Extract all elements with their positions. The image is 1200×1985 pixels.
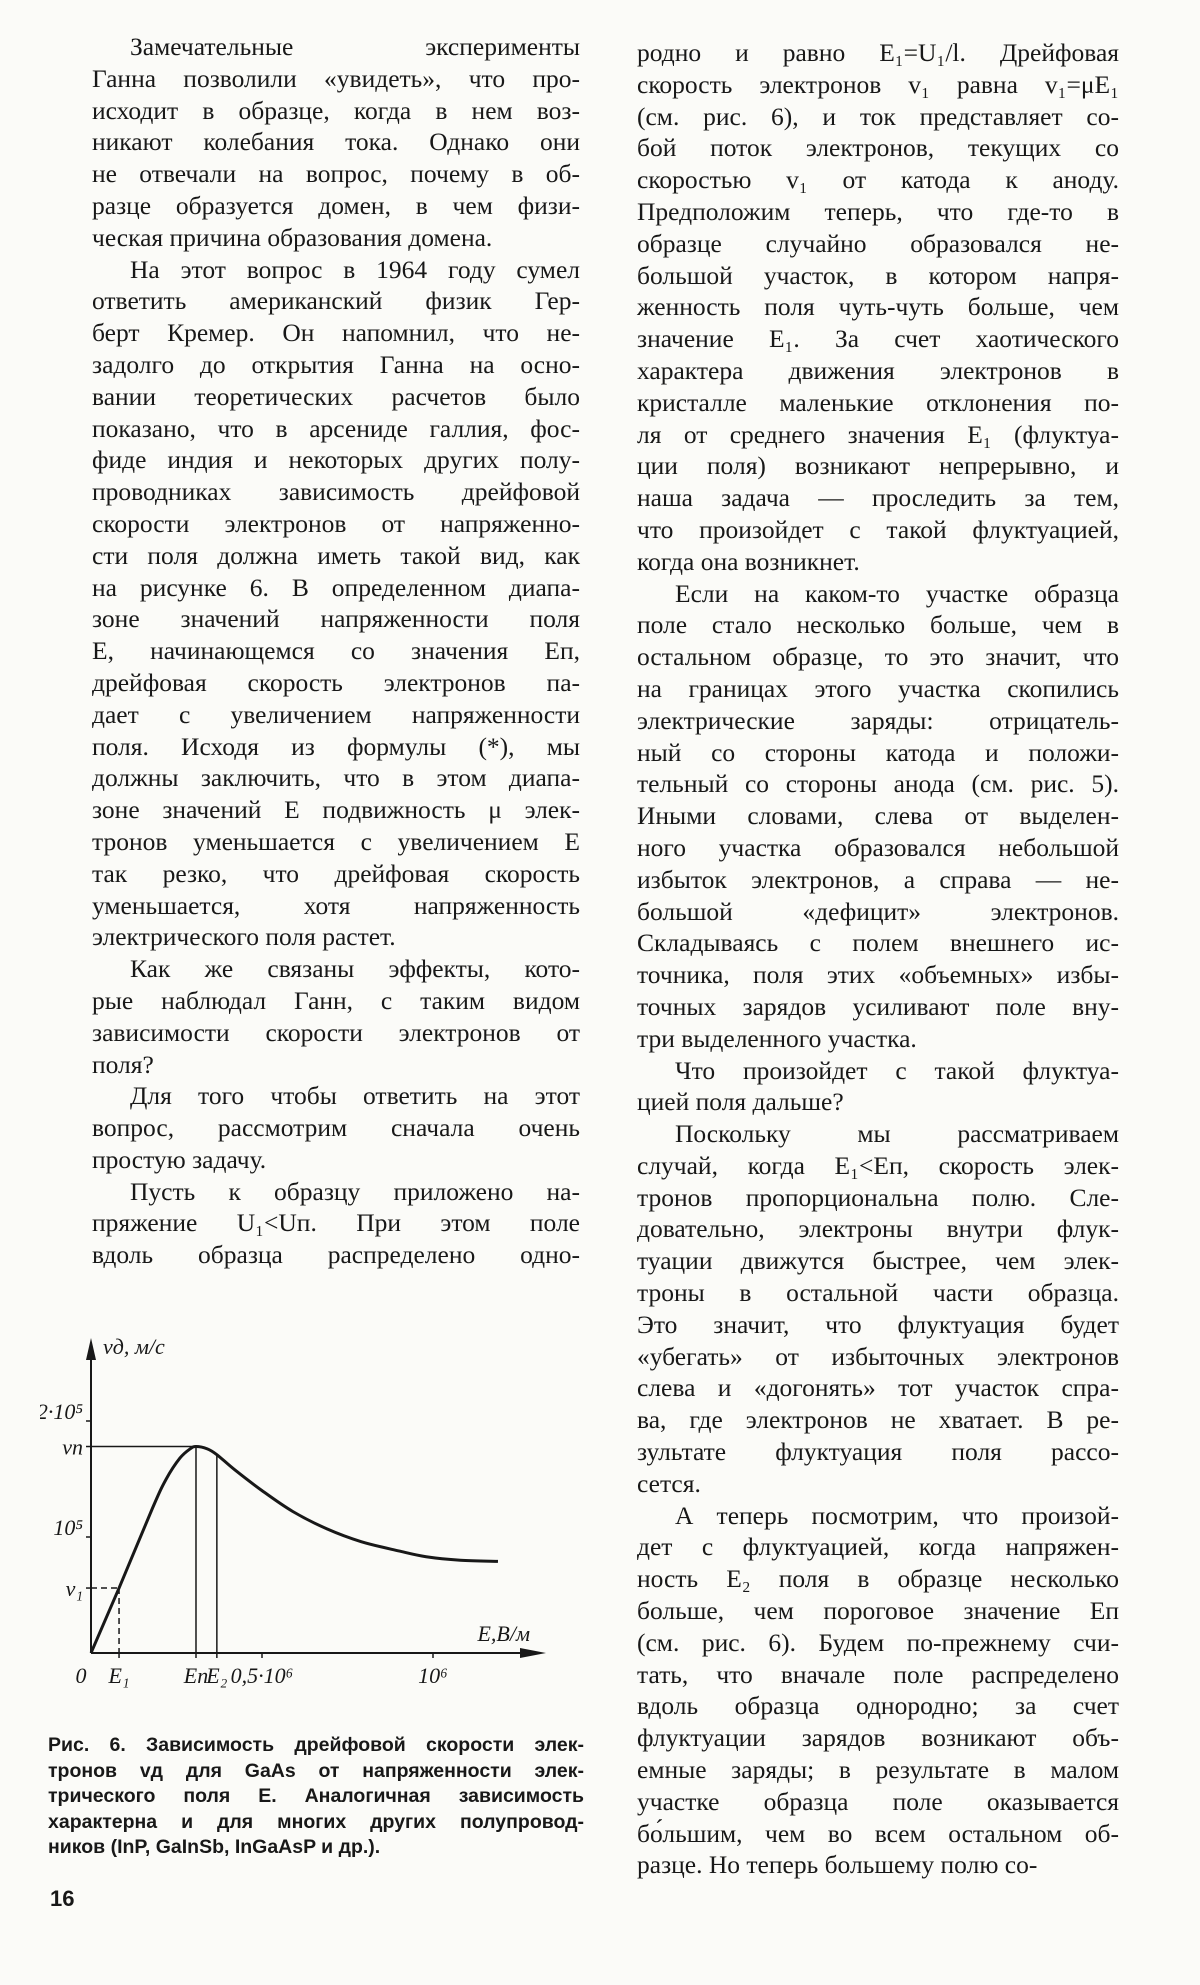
text-line: зоне значений напряженности поля	[92, 604, 580, 634]
caption-line: Рис. 6. Зависимость дрейфовой скорости элек-	[48, 1734, 584, 1756]
text-line: показано, что в арсениде галлия, фос-	[92, 413, 580, 443]
text-line: тронов уменьшается с увеличением E	[92, 826, 580, 856]
chart-svg	[40, 1330, 600, 1710]
text-line: Что произойдет с такой флуктуа-	[675, 1055, 1119, 1085]
text-line: сется.	[637, 1468, 701, 1498]
text-line: слева и «догонять» тот участок спра-	[637, 1373, 1119, 1403]
text-line: ческая причина образования домена.	[92, 222, 493, 252]
text-line: бо́льшим, чем во всем остальном об-	[637, 1818, 1119, 1848]
text-line: Пусть к образцу приложено на-	[130, 1176, 580, 1206]
x-tick-label: 0	[75, 1663, 87, 1688]
y-tick-label: v₁	[65, 1576, 83, 1602]
text-line: зоне значений E подвижность μ элек-	[92, 795, 580, 825]
x-tick-label: Eп	[183, 1663, 209, 1688]
text-line: вании теоретических расчетов было	[92, 381, 580, 411]
text-line: случай, когда E₁<Eп, скорость элек-	[637, 1150, 1119, 1180]
text-line: поле стало несколько больше, чем в	[637, 610, 1119, 640]
text-line: (см. рис. 6). Будем по-прежнему счи-	[637, 1627, 1119, 1657]
page-number: 16	[50, 1886, 75, 1911]
text-line: Складываясь с полем внешнего ис-	[637, 928, 1119, 958]
text-line: емные заряды; в результате в малом	[637, 1755, 1119, 1785]
text-line: вдоль образца однородно; за счет	[637, 1691, 1119, 1721]
text-line: большой участок, в котором напря-	[637, 260, 1119, 290]
text-line: наша задача — проследить за тем,	[637, 483, 1119, 513]
text-line: На этот вопрос в 1964 году сумел	[130, 254, 580, 284]
text-line: точных зарядов усиливают поле вну-	[637, 991, 1119, 1021]
text-line: на границах этого участка скопились	[637, 673, 1119, 703]
text-line: ность E₂ поля в образце несколько	[637, 1564, 1119, 1594]
text-line: E, начинающемся со значения Eп,	[92, 636, 580, 666]
text-line: проводниках зависимость дрейфовой	[92, 477, 580, 507]
text-line: Это значит, что флуктуация будет	[637, 1309, 1119, 1339]
text-line: разце. Но теперь большему полю со-	[637, 1850, 1038, 1880]
text-line: троны в остальной части образца.	[637, 1278, 1119, 1308]
text-line: никают колебания тока. Однако они	[92, 127, 580, 157]
text-line: характера движения электронов в	[637, 355, 1119, 385]
text-line: цией поля дальше?	[637, 1087, 844, 1117]
text-line: так резко, что дрейфовая скорость	[92, 858, 580, 888]
text-line: три выделенного участка.	[637, 1023, 917, 1053]
caption-line: тронов vд для GaAs от напряженности элек-	[48, 1759, 584, 1782]
text-line: точника, поля этих «объемных» избы-	[637, 960, 1119, 990]
x-axis-label: E,В/м	[477, 1621, 530, 1646]
text-line: простую задачу.	[92, 1144, 267, 1174]
text-line: больше, чем пороговое значение Eп	[637, 1596, 1119, 1626]
text-line: значение E₁. За счет хаотического	[637, 324, 1119, 354]
text-line: должны заключить, что в этом диапа-	[92, 763, 580, 793]
text-line: Для того чтобы ответить на этот	[130, 1081, 580, 1111]
y-axis-arrow-icon	[86, 1338, 96, 1360]
left-text-column	[92, 31, 580, 1271]
text-line: Поскольку мы рассматриваем	[675, 1119, 1119, 1149]
text-line: вдоль образца распределено одно-	[92, 1240, 580, 1270]
text-line: скорости электронов от напряженно-	[92, 508, 580, 538]
text-line: фиде индия и некоторых других полу-	[92, 445, 580, 475]
text-line: участке образца поле оказывается	[637, 1786, 1119, 1816]
text-line: тронов пропорциональна полю. Сле-	[637, 1182, 1119, 1212]
text-line: не отвечали на вопрос, почему в об-	[92, 159, 580, 189]
text-line: (см. рис. 6), и ток представляет со-	[637, 101, 1119, 131]
text-line: ции поля) возникают непрерывно, и	[637, 451, 1119, 481]
text-line: образце случайно образовался не-	[637, 228, 1119, 258]
y-tick-label: vп	[62, 1434, 83, 1460]
text-line: большой «дефицит» электронов.	[637, 896, 1119, 926]
text-line: уменьшается, хотя напряженность	[92, 890, 580, 920]
text-line: когда она возникнет.	[637, 546, 860, 576]
text-line: что произойдет с такой флуктуацией,	[637, 514, 1119, 544]
text-line: скорость электронов v₁ равна v₁=μE₁	[637, 69, 1119, 99]
text-line: А теперь посмотрим, что произой-	[675, 1500, 1119, 1530]
x-tick-label: 10⁶	[418, 1663, 448, 1688]
text-line: бой поток электронов, текущих со	[637, 133, 1119, 163]
text-line: рые наблюдал Ганн, с таким видом	[92, 985, 580, 1015]
y-tick-label: 2·10⁵	[40, 1399, 83, 1424]
text-line: тать, что вначале поле распределено	[637, 1659, 1119, 1689]
right-text-column	[637, 37, 1119, 1881]
text-line: Замечательные эксперименты	[130, 32, 580, 61]
text-line: избыток электронов, а справа — не-	[637, 864, 1119, 894]
text-line: тельный со стороны анода (см. рис. 5).	[637, 769, 1119, 799]
text-line: электрического поля растет.	[92, 922, 396, 952]
text-line: зависимости скорости электронов от	[92, 1017, 580, 1047]
text-line: скоростью v₁ от катода к аноду.	[637, 165, 1119, 195]
x-axis-arrow-icon	[520, 1648, 546, 1658]
text-line: довательно, электроны внутри флук-	[637, 1214, 1119, 1244]
text-line: Если на каком-то участке образца	[675, 578, 1119, 608]
figure-6-drift-velocity-chart	[40, 1330, 600, 1710]
caption-line: характерна и для многих других полупровод-	[48, 1810, 584, 1833]
text-line: электрические заряды: отрицатель-	[637, 705, 1119, 735]
caption-line: ников (InP, GaInSb, InGaAsP и др.).	[48, 1836, 381, 1859]
text-line: вопрос, рассмотрим сначала очень	[92, 1113, 580, 1143]
text-line: исходит в образце, когда в нем воз-	[92, 95, 580, 125]
text-line: дрейфовая скорость электронов па-	[92, 667, 580, 697]
text-line: флуктуации зарядов возникают объ-	[637, 1723, 1119, 1753]
x-tick-label: 0,5·10⁶	[230, 1663, 294, 1688]
text-line: ля от среднего значения E₁ (флуктуа-	[637, 419, 1119, 449]
y-axis-label: vд, м/с	[103, 1334, 165, 1359]
x-tick-label: E₁	[108, 1663, 130, 1688]
text-line: остальном образце, то это значит, что	[637, 642, 1119, 672]
text-line: Ганна позволили «увидеть», что про-	[92, 63, 580, 93]
text-line: Иными словами, слева от выделен-	[637, 801, 1119, 831]
text-line: пряжение U₁<Uп. При этом поле	[92, 1208, 580, 1238]
text-line: разце образуется домен, в чем физи-	[92, 190, 580, 220]
caption-line: трического поля E. Аналогичная зависимость	[48, 1785, 584, 1808]
text-line: ответить американский физик Гер-	[92, 286, 580, 316]
text-line: сти поля должна иметь такой вид, как	[92, 540, 580, 570]
text-line: берт Кремер. Он напомнил, что не-	[92, 318, 580, 348]
text-line: Как же связаны эффекты, кото-	[130, 954, 580, 984]
text-line: поля?	[92, 1049, 154, 1079]
x-tick-label: E₂	[206, 1663, 228, 1688]
y-tick-label: 10⁵	[53, 1515, 83, 1540]
text-line: Предположим теперь, что где-то в	[637, 196, 1119, 226]
text-line: туации движутся быстрее, чем элек-	[637, 1246, 1119, 1276]
text-line: ный со стороны катода и положи-	[637, 737, 1119, 767]
text-line: родно и равно E₁=U₁/l. Дрейфовая	[637, 38, 1119, 67]
text-line: кристалле маленькие отклонения по-	[637, 387, 1119, 417]
text-line: ного участка образовался небольшой	[637, 832, 1119, 862]
text-line: дает с увеличением напряженности	[92, 699, 580, 729]
text-line: задолго до открытия Ганна на осно-	[92, 349, 580, 379]
text-line: женность поля чуть-чуть больше, чем	[637, 292, 1119, 322]
text-line: «убегать» от избыточных электронов	[637, 1341, 1119, 1371]
text-line: ва, где электронов не хватает. В ре-	[637, 1405, 1119, 1435]
text-line: на рисунке 6. В определенном диапа-	[92, 572, 580, 602]
figure-caption	[48, 1733, 584, 1861]
drift-velocity-curve	[91, 1447, 498, 1653]
text-line: поля. Исходя из формулы (*), мы	[92, 731, 580, 761]
text-line: зультате флуктуация поля рассо-	[637, 1437, 1119, 1467]
text-line: дет с флуктуацией, когда напряжен-	[637, 1532, 1119, 1562]
